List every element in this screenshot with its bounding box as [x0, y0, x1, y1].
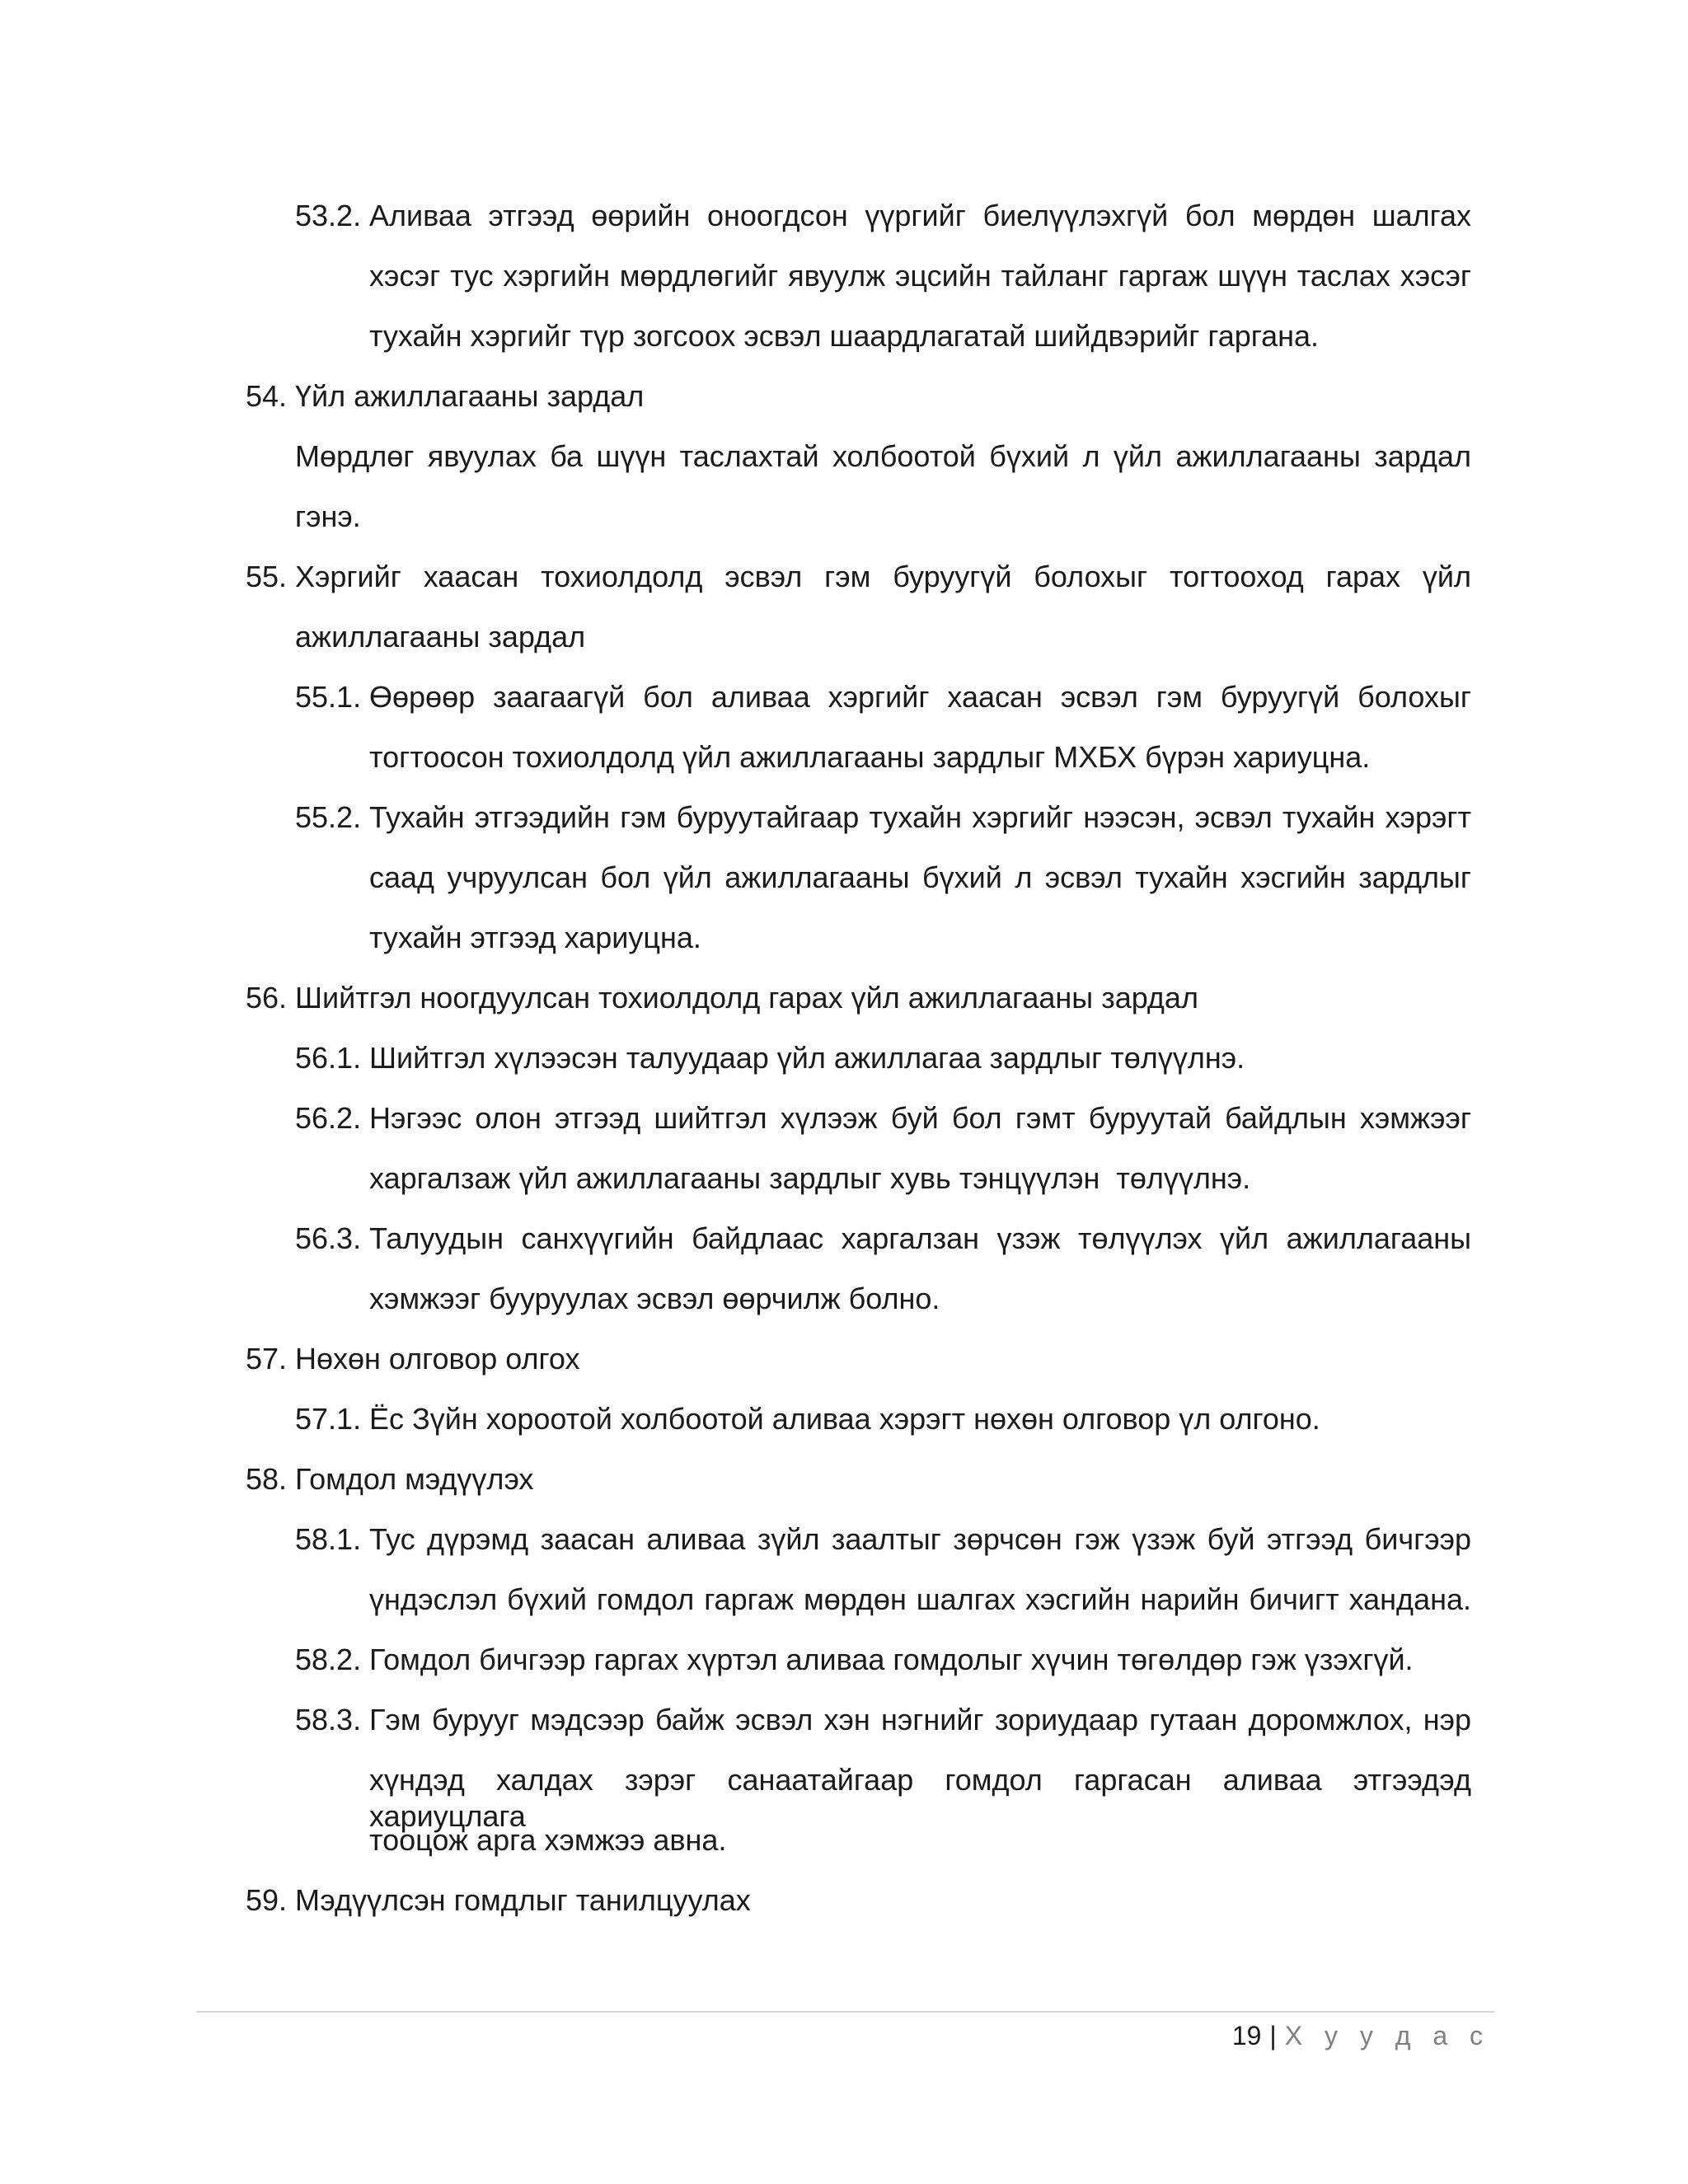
section-heading: ажиллагааны зардал: [295, 620, 586, 654]
paragraph-line: Тухайн этгээдийн гэм буруутайгаар тухайн хэргийг нээсэн, эсвэл тухайн хэрэгт: [369, 800, 1471, 834]
item-number: 56.1.: [295, 1041, 362, 1075]
page-footer: [1232, 2018, 1490, 2054]
section-heading: Нөхөн олговор олгох: [295, 1342, 580, 1376]
paragraph-line: Тус дүрэмд заасан аливаа зүйл заалтыг зөрчсөн гэж үзэж буй этгээд бичгээр: [369, 1522, 1471, 1556]
paragraph-line: Гомдол бичгээр гаргах хүртэл аливаа гомдолыг хүчин төгөлдөр гэж үзэхгүй.: [369, 1643, 1414, 1676]
item-number: 58.2.: [295, 1643, 362, 1676]
paragraph-line: тогтоосон тохиолдолд үйл ажиллагааны зардлыг МХБХ бүрэн хариуцна.: [369, 740, 1371, 774]
section-number: 58.: [246, 1462, 288, 1496]
item-number: 55.1.: [295, 680, 362, 714]
paragraph-line: хэсэг тус хэргийн мөрдлөгийг явуулж эцсийн тайланг гаргаж шүүн таслах хэсэг: [369, 259, 1471, 293]
section-number: 54.: [246, 379, 288, 413]
section-number: 57.: [246, 1342, 288, 1376]
section-heading: Гомдол мэдүүлэх: [295, 1462, 534, 1496]
paragraph-line: Мөрдлөг явуулах ба шүүн таслахтай холбоотой бүхий л үйл ажиллагааны зардал: [295, 439, 1471, 473]
paragraph-line: харгалзаж үйл ажиллагааны зардлыг хувь тэнцүүлэн төлүүлнэ.: [369, 1161, 1251, 1195]
item-number: 57.1.: [295, 1402, 362, 1436]
item-number: 56.3.: [295, 1221, 362, 1255]
section-heading: Шийтгэл ноогдуулсан тохиолдолд гарах үйл ажиллагааны зардал: [295, 981, 1198, 1015]
paragraph-line: хэмжээг бууруулах эсвэл өөрчилж болно.: [369, 1282, 940, 1315]
section-heading: Мэдүүлсэн гомдлыг танилцуулах: [295, 1883, 751, 1917]
section-number: 59.: [246, 1883, 288, 1917]
section-heading: Хэргийг хаасан тохиолдолд эсвэл гэм буруугүй болохыг тогтооход гарах үйл: [295, 560, 1471, 593]
paragraph-line: тухайн этгээд хариуцна.: [369, 921, 701, 954]
item-number: 53.2.: [295, 199, 362, 232]
page-label: Х у у д а с: [1284, 2021, 1490, 2050]
paragraph-line: хүндэд халдах зэрэг санаатайгаар гомдол гаргасан аливаа этгээдэд хариуцлага: [369, 1763, 1471, 1833]
section-number: 55.: [246, 560, 288, 593]
paragraph-line: Нэгээс олон этгээд шийтгэл хүлээж буй бол гэмт буруутай байдлын хэмжээг: [369, 1101, 1471, 1135]
section-number: 56.: [246, 981, 288, 1015]
item-number: 58.1.: [295, 1522, 362, 1556]
paragraph-line: гэнэ.: [295, 499, 361, 533]
item-number: 58.3.: [295, 1703, 362, 1736]
item-number: 56.2.: [295, 1101, 362, 1135]
item-number: 55.2.: [295, 800, 362, 834]
paragraph-line: Аливаа этгээд өөрийн оноогдсон үүргийг биелүүлэхгүй бол мөрдөн шалгах: [369, 199, 1471, 232]
paragraph-line: Гэм бурууг мэдсээр байж эсвэл хэн нэгнийг зориудаар гутаан доромжлох, нэр: [369, 1703, 1471, 1736]
paragraph-line: саад учруулсан бол үйл ажиллагааны бүхий л эсвэл тухайн хэсгийн зардлыг: [369, 860, 1471, 894]
footer-divider: [196, 2011, 1494, 2013]
paragraph-line: Шийтгэл хүлээсэн талуудаар үйл ажиллагаа зардлыг төлүүлнэ.: [369, 1041, 1245, 1075]
footer-separator: |: [1269, 2021, 1277, 2050]
paragraph-line: Өөрөөр заагаагүй бол аливаа хэргийг хаасан эсвэл гэм буруугүй болохыг: [369, 680, 1471, 714]
page-number: 19: [1231, 2021, 1262, 2050]
paragraph-line: тухайн хэргийг түр зогсоох эсвэл шаардлагатай шийдвэрийг гаргана.: [369, 319, 1320, 353]
paragraph-line: тооцож арга хэмжээ авна.: [369, 1823, 727, 1857]
paragraph-line: Талуудын санхүүгийн байдлаас харгалзан үзэж төлүүлэх үйл ажиллагааны: [369, 1221, 1471, 1255]
paragraph-line: үндэслэл бүхий гомдол гаргаж мөрдөн шалгах хэсгийн нарийн бичигт хандана.: [369, 1582, 1471, 1616]
section-heading: Үйл ажиллагааны зардал: [295, 379, 645, 413]
paragraph-line: Ёс Зүйн хороотой холбоотой аливаа хэрэгт нөхөн олговор үл олгоно.: [369, 1402, 1320, 1436]
